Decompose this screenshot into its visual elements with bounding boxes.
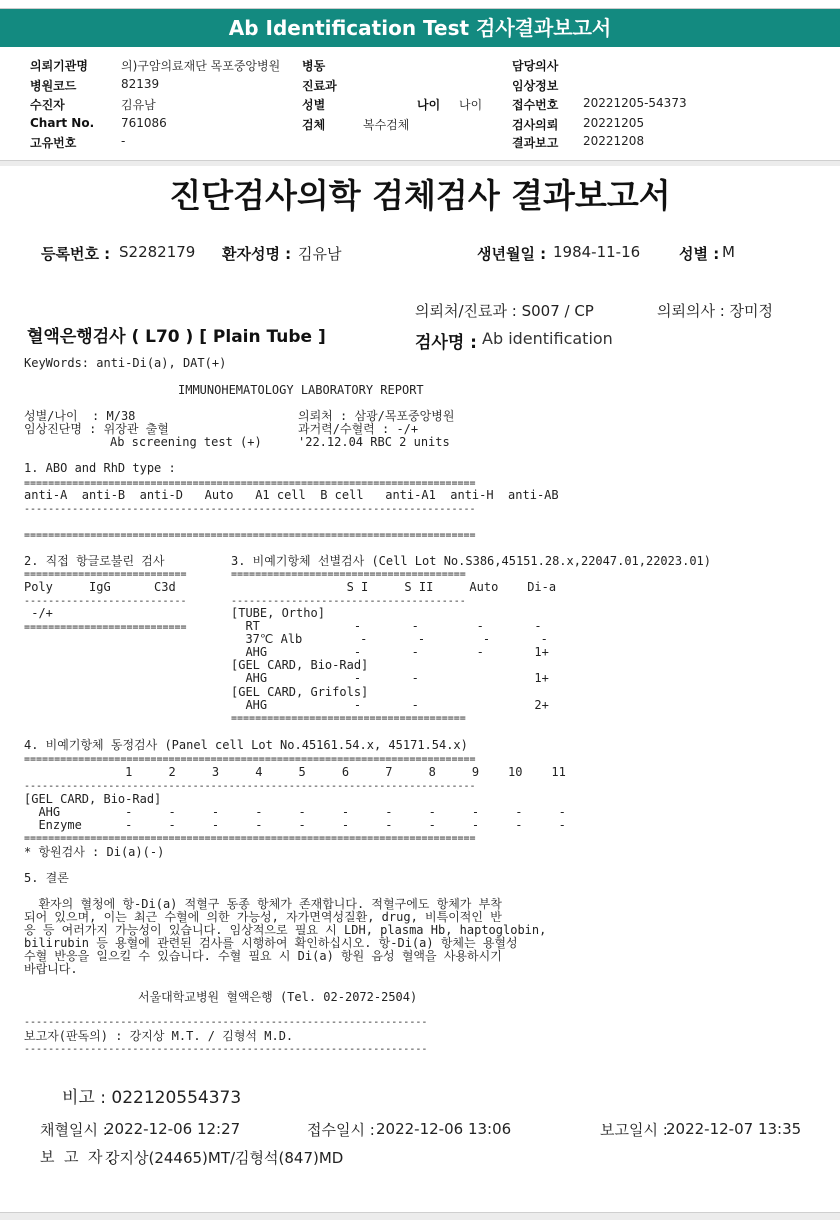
- section3-rule-bot: =======================================: [231, 713, 466, 724]
- sex-label: 성별: [302, 98, 326, 112]
- section2-value: -/+: [24, 606, 53, 620]
- hospital-code-label: 병원코드: [30, 79, 77, 93]
- patient-name-label: 환자성명 :: [222, 245, 292, 263]
- specimen-value: 복수검체: [363, 118, 410, 132]
- birth-value: 1984-11-16: [553, 243, 641, 261]
- age-label: 나이: [417, 98, 441, 112]
- section1-title: 1. ABO and RhD type :: [24, 461, 176, 475]
- section3-grifols-ahg-row: AHG - - 2+: [231, 698, 549, 712]
- section3-rule-mid: ---------------------------------------: [231, 596, 466, 607]
- conclusion-line-6: 바랍니다.: [24, 962, 78, 976]
- section4-ahg-row: AHG - - - - - - - - - - -: [24, 805, 566, 819]
- antigen-line: * 항원검사 : Di(a)(-): [24, 845, 165, 859]
- unique-no-value: -: [121, 134, 126, 148]
- header-divider: [0, 160, 840, 166]
- ward-label: 병동: [302, 59, 326, 73]
- section2-title: 2. 직접 항글로불린 검사: [24, 554, 165, 568]
- section1-rule-mid: ---------------------------------------------------------------------------: [24, 504, 476, 515]
- section3-37c-row: 37℃ Alb - - - -: [231, 632, 548, 646]
- lab-report-title: IMMUNOHEMATOLOGY LABORATORY REPORT: [178, 383, 424, 397]
- conclusion-line-2: 되어 있으며, 이는 최근 수혈에 의한 가능성, 자가면역성질환, drug, 비특이적인 반: [24, 910, 502, 924]
- section1-header: anti-A anti-B anti-D Auto A1 cell B cell anti-A1 anti-H anti-AB: [24, 488, 559, 502]
- section4-gel-label: [GEL CARD, Bio-Rad]: [24, 792, 162, 806]
- age-value: 나이: [459, 98, 483, 112]
- section4-rule-top: ===========================================================================: [24, 754, 476, 765]
- specimen-label: 검체: [302, 118, 326, 132]
- requester-line: 의뢰처 : 삼광/목포중앙병원: [298, 409, 455, 423]
- banner-title: Ab Identification Test 검사결과보고서: [228, 16, 612, 40]
- section3-rule-top: =======================================: [231, 569, 466, 580]
- patient-name-value: 김유남: [298, 245, 342, 263]
- report-title: 진단검사의학 검체검사 결과보고서: [169, 176, 671, 215]
- section4-enzyme-row: Enzyme - - - - - - - - - - -: [24, 818, 566, 832]
- dept-label: 진료과: [302, 79, 337, 93]
- history-line-2: '22.12.04 RBC 2 units: [298, 435, 450, 449]
- footer-reporter-value: 강지상(24465)MT/김형석(847)MD: [105, 1149, 344, 1167]
- reg-no-value: S2282179: [119, 243, 196, 261]
- requester-dept: 의뢰처/진료과 : S007 / CP: [415, 302, 594, 320]
- reporter-line: 보고자(판독의) : 강지상 M.T. / 김형석 M.D.: [24, 1029, 294, 1043]
- section2-rule-mid: ---------------------------: [24, 596, 187, 607]
- section1-rule-bot: ===========================================================================: [24, 530, 476, 541]
- section3-grifols-label: [GEL CARD, Grifols]: [231, 685, 369, 699]
- conclusion-line-1: 환자의 혈청에 항-Di(a) 적혈구 동종 항체가 존재합니다. 적혈구에도 항체가 부착: [24, 897, 502, 911]
- history-line: 과거력/수혈력 : -/+: [298, 422, 419, 436]
- reg-no-label: 등록번호 :: [41, 245, 111, 263]
- chart-no-value: 761086: [121, 116, 167, 130]
- clinical-dx-line-2: Ab screening test (+): [110, 435, 262, 449]
- hospital-code-value: 82139: [121, 77, 160, 91]
- collect-value: 2022-12-06 12:27: [105, 1120, 241, 1138]
- section3-tube-label: [TUBE, Ortho]: [231, 606, 325, 620]
- doctor-label: 담당의사: [512, 59, 559, 73]
- receipt-no-value: 20221205-54373: [583, 96, 687, 110]
- section3-biorad-ahg-row: AHG - - 1+: [231, 671, 549, 685]
- test-name-label: 검사명 :: [415, 333, 477, 353]
- birth-label: 생년월일 :: [477, 245, 547, 263]
- institution-value: 의)구암의료재단 목포중앙병원: [121, 59, 281, 73]
- section4-rule-mid: ---------------------------------------------------------------------------: [24, 781, 476, 792]
- request-date-value: 20221205: [583, 116, 645, 130]
- test-group: 혈액은행검사 ( L70 ) [ Plain Tube ]: [27, 327, 326, 347]
- chart-no-label: Chart No.: [30, 116, 95, 130]
- patient-label: 수진자: [30, 98, 65, 112]
- section5-title: 5. 결론: [24, 871, 69, 885]
- section4-title: 4. 비예기항체 동정검사 (Panel cell Lot No.45161.54.x, 45171.54.x): [24, 738, 468, 752]
- clinical-dx-line: 임상진단명 : 위장관 출혈: [24, 422, 169, 436]
- conclusion-line-5: 수혈 반응을 일으킬 수 있습니다. 수혈 필요 시 Di(a) 항원 음성 혈액을 사용하시기: [24, 949, 502, 963]
- section3-biorad-label: [GEL CARD, Bio-Rad]: [231, 658, 369, 672]
- section2-rule-bot: ===========================: [24, 622, 187, 633]
- clinical-label: 임상정보: [512, 79, 559, 93]
- section3-header: S I S II Auto Di-a: [231, 580, 557, 594]
- section2-header: Poly IgG C3d: [24, 580, 176, 594]
- report-date-value: 20221208: [583, 134, 645, 148]
- bloodbank-contact: 서울대학교병원 혈액은행 (Tel. 02-2072-2504): [138, 990, 418, 1004]
- request-date-label: 검사의뢰: [512, 118, 559, 132]
- receipt-no-label: 접수번호: [512, 98, 559, 112]
- unique-no-label: 고유번호: [30, 136, 77, 150]
- section2-rule-top: ===========================: [24, 569, 187, 580]
- remark: 비고 : 022120554373: [62, 1088, 242, 1108]
- section4-header: 1 2 3 4 5 6 7 8 9 10 11: [24, 765, 566, 779]
- reporter-rule-top: -------------------------------------------------------------------: [24, 1017, 428, 1028]
- report-date-label: 결과보고: [512, 136, 559, 150]
- report-sex-value: M: [722, 243, 735, 261]
- conclusion-line-4: bilirubin 등 용혈에 관련된 검사를 시행하여 확인하십시오. 항-Di(a) 항체는 용혈성: [24, 936, 518, 950]
- receive-label: 접수일시 :: [307, 1121, 375, 1139]
- patient-value: 김유남: [121, 98, 156, 112]
- section3-title: 3. 비예기항체 선별검사 (Cell Lot No.S386,45151.28.x,22047.01,22023.01): [231, 554, 712, 568]
- conclusion-line-3: 응 등 여러가지 가능성이 있습니다. 임상적으로 필요 시 LDH, plasma Hb, haptoglobin,: [24, 923, 547, 937]
- sex-age-line: 성별/나이 : M/38: [24, 409, 136, 423]
- report-time-value: 2022-12-07 13:35: [666, 1120, 802, 1138]
- section1-rule-top: ===========================================================================: [24, 478, 476, 489]
- report-time-label: 보고일시 :: [600, 1121, 668, 1139]
- footer-reporter-label: 보 고 자 :: [40, 1148, 113, 1166]
- test-name-value: Ab identification: [482, 329, 613, 348]
- institution-label: 의뢰기관명: [30, 59, 88, 73]
- section3-rt-row: RT - - - -: [231, 619, 542, 633]
- reporter-rule-bot: -------------------------------------------------------------------: [24, 1044, 428, 1055]
- report-sex-label: 성별 :: [679, 245, 720, 263]
- collect-label: 채혈일시 :: [40, 1121, 108, 1139]
- section3-ahg-row: AHG - - - 1+: [231, 645, 549, 659]
- requester-doctor: 의뢰의사 : 장미정: [657, 302, 774, 320]
- receive-value: 2022-12-06 13:06: [376, 1120, 512, 1138]
- keywords-line: KeyWords: anti-Di(a), DAT(+): [24, 356, 227, 370]
- section4-rule-bot: ===========================================================================: [24, 833, 476, 844]
- top-strip: [0, 0, 840, 9]
